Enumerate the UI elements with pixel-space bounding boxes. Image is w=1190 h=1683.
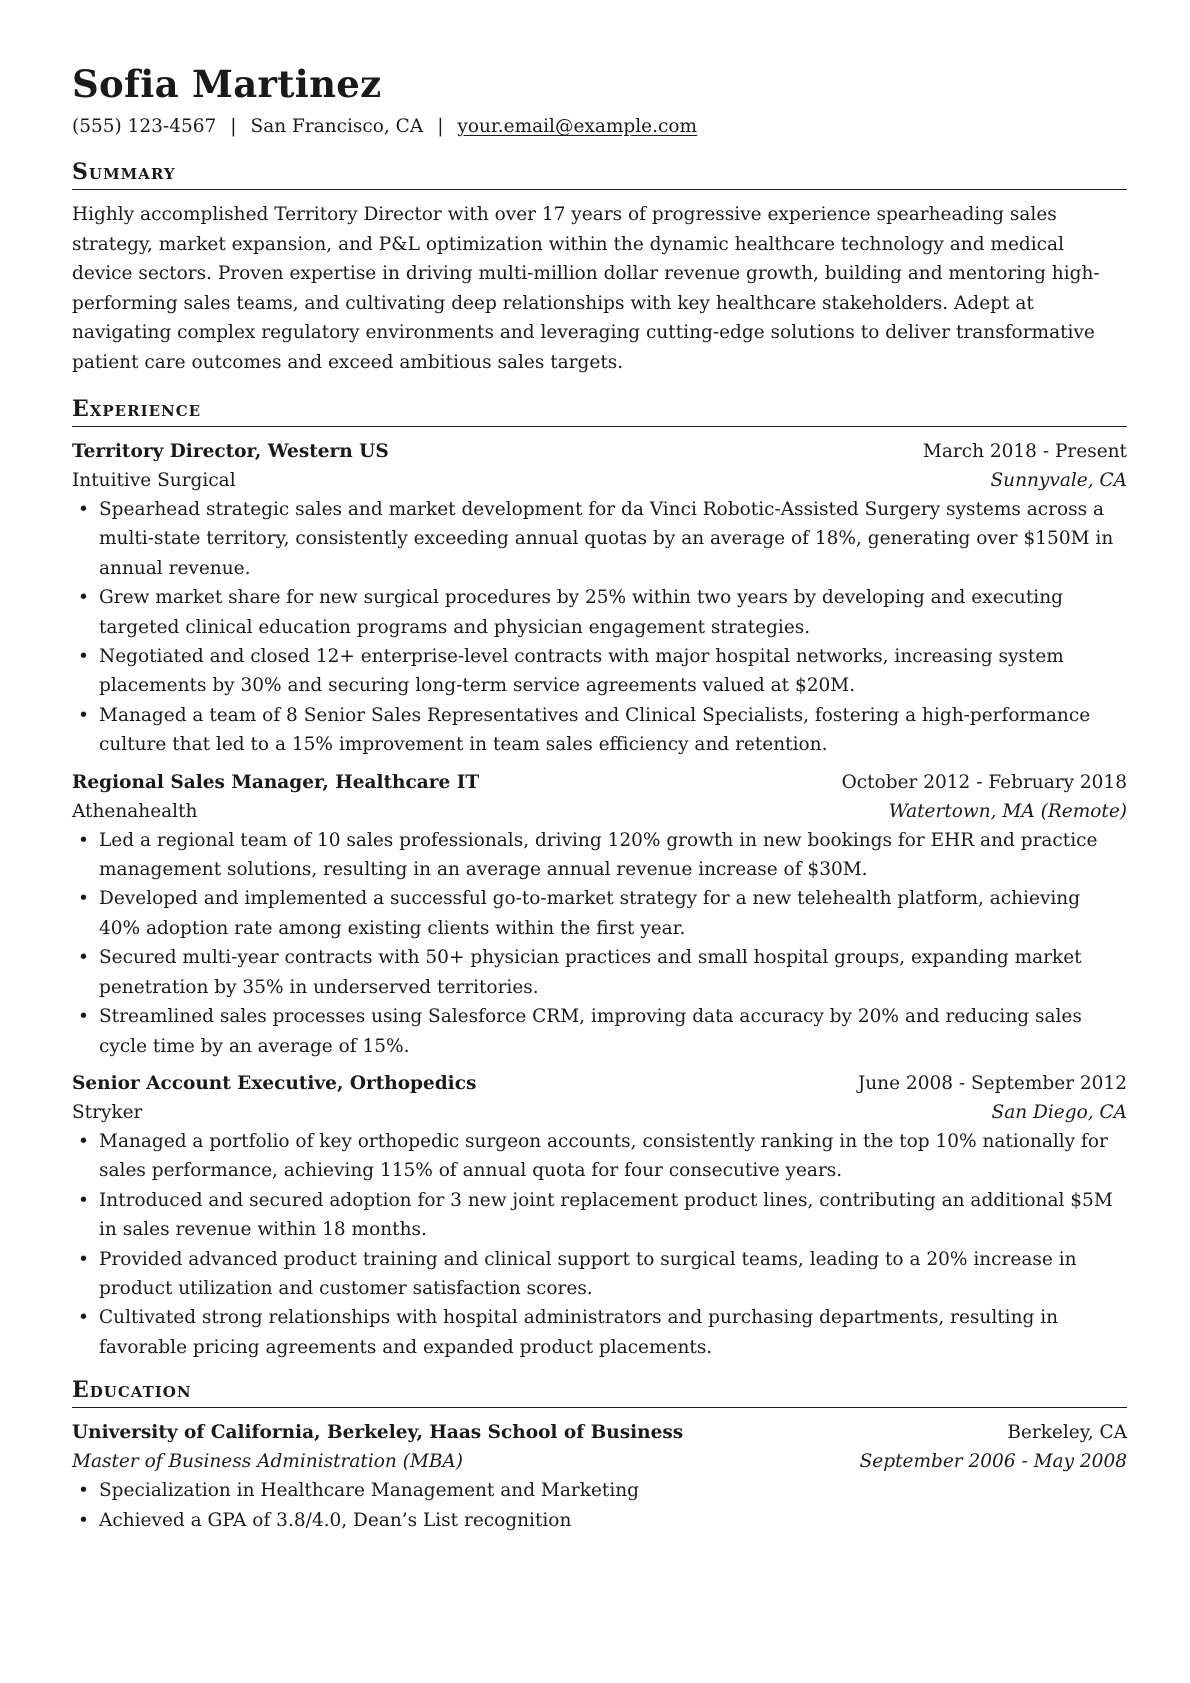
company-name: Intuitive Surgical	[72, 470, 236, 491]
school-name: University of California, Berkeley, Haas School of Business	[72, 1422, 684, 1444]
company-name: Athenahealth	[72, 800, 198, 822]
section-heading-experience: Experience	[72, 395, 1127, 427]
contact-separator: |	[230, 116, 237, 137]
education-section	[72, 1376, 1127, 1535]
list-item: • Provided advanced product training and clinical support to surgical teams, leading to a 20% increase in product utilization and customer satisfaction scores.	[72, 1245, 1127, 1304]
list-item: • Managed a portfolio of key orthopedic surgeon accounts, consistently ranking in the top 10% nationally for sales performance, achieving 115% of annual quota for four consecutive years.	[72, 1127, 1127, 1186]
list-item: • Negotiated and closed 12+ enterprise-level contracts with major hospital networks, increasing system placements by 30% and securing long-term service agreements valued at $20M.	[72, 642, 1127, 701]
education-header-row	[72, 1418, 1127, 1447]
job-header-row	[72, 437, 1127, 466]
phone-number: (555) 123-4567	[72, 116, 217, 137]
list-item: • Specialization in Healthcare Management and Marketing	[72, 1476, 1127, 1505]
job-bullet-list	[72, 495, 1127, 760]
job-title: Territory Director, Western US	[72, 441, 389, 462]
job-company-row	[72, 1098, 1127, 1127]
job-dates: October 2012 - February 2018	[841, 771, 1127, 793]
degree-name: Master of Business Administration (MBA)	[72, 1451, 464, 1473]
location-text: San Francisco, CA	[250, 116, 424, 137]
education-bullet-list	[72, 1476, 1127, 1535]
list-item: • Secured multi-year contracts with 50+ physician practices and small hospital groups, expanding market penetration by 35% in underserved territories.	[72, 943, 1127, 1002]
job-title: Senior Account Executive, Orthopedics	[72, 1072, 477, 1094]
job-entry	[72, 1069, 1127, 1362]
job-header-row	[72, 768, 1127, 797]
experience-section	[72, 395, 1127, 1362]
school-location: Berkeley, CA	[1007, 1422, 1127, 1444]
list-item: • Led a regional team of 10 sales professionals, driving 120% growth in new bookings for EHR and practice management solutions, resulting in an average annual revenue increase of $30M.	[72, 826, 1127, 885]
job-title: Regional Sales Manager, Healthcare IT	[72, 771, 480, 793]
candidate-name: Sofia Martinez	[72, 62, 382, 106]
contact-separator: |	[437, 116, 444, 137]
list-item: • Achieved a GPA of 3.8/4.0, Dean’s List recognition	[72, 1506, 1127, 1535]
education-dates: September 2006 - May 2008	[859, 1451, 1127, 1473]
education-entry	[72, 1418, 1127, 1535]
job-entry	[72, 768, 1127, 1061]
email-link[interactable]: your.email@example.com	[457, 116, 698, 137]
job-dates: June 2008 - September 2012	[857, 1072, 1127, 1094]
summary-section	[72, 158, 1127, 377]
job-bullet-list	[72, 1127, 1127, 1362]
section-heading-education: Education	[72, 1376, 1127, 1408]
list-item: • Streamlined sales processes using Salesforce CRM, improving data accuracy by 20% and reducing sales cycle time by an average of 15%.	[72, 1002, 1127, 1061]
company-name: Stryker	[72, 1101, 143, 1123]
list-item: • Developed and implemented a successful go-to-market strategy for a new telehealth platform, achieving 40% adoption rate among existing clients within the first year.	[72, 884, 1127, 943]
list-item: • Grew market share for new surgical procedures by 25% within two years by developing and executing targeted clinical education programs and physician engagement strategies.	[72, 583, 1127, 642]
job-company-row	[72, 797, 1127, 826]
job-header-row	[72, 1069, 1127, 1098]
list-item: • Introduced and secured adoption for 3 new joint replacement product lines, contributing an additional $5M in sales revenue within 18 months.	[72, 1186, 1127, 1245]
job-location: San Diego, CA	[991, 1101, 1127, 1123]
education-degree-row	[72, 1447, 1127, 1476]
summary-paragraph: Highly accomplished Territory Director with over 17 years of progressive experience spearheading sales strategy, market expansion, and P&L optimization within the dynamic healthcare technology and medical device sectors. Proven expertise in driving multi-million dollar revenue growth, building and mentoring high-performing sales teams, and cultivating deep relationships with key healthcare stakeholders. Adept at navigating complex regulatory environments and leveraging cutting-edge solutions to deliver transformative patient care outcomes and exceed ambitious sales targets.	[72, 204, 1100, 373]
job-bullet-list	[72, 826, 1127, 1061]
list-item: • Spearhead strategic sales and market development for da Vinci Robotic-Assisted Surgery systems across a multi-state territory, consistently exceeding annual quotas by an average of 18%, generating over $150M in annual revenue.	[72, 495, 1127, 583]
job-location: Watertown, MA (Remote)	[888, 800, 1127, 822]
contact-line	[72, 114, 1127, 140]
section-heading-summary: Summary	[72, 158, 1127, 190]
list-item: • Cultivated strong relationships with hospital administrators and purchasing departments, resulting in favorable pricing agreements and expanded product placements.	[72, 1303, 1127, 1362]
job-company-row	[72, 466, 1127, 495]
job-location: Sunnyvale, CA	[990, 470, 1127, 491]
job-entry	[72, 437, 1127, 760]
job-dates: March 2018 - Present	[922, 441, 1127, 462]
list-item: • Managed a team of 8 Senior Sales Representatives and Clinical Specialists, fostering a high-performance culture that led to a 15% improvement in team sales efficiency and retention.	[72, 701, 1127, 760]
